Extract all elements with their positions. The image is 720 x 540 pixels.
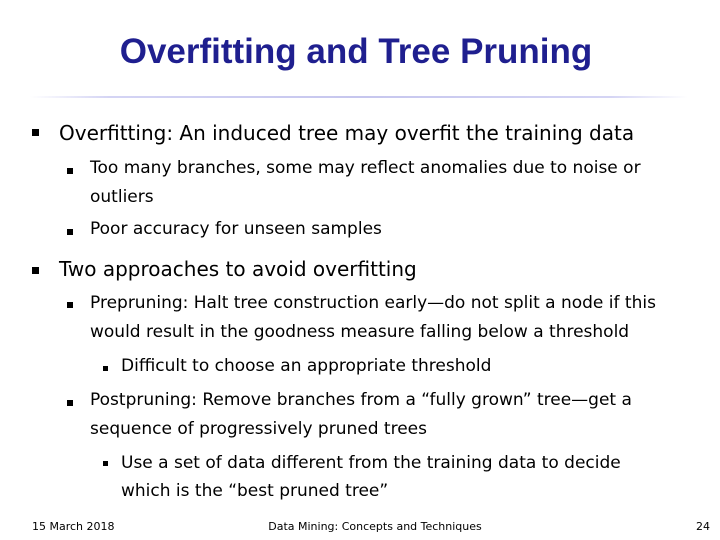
bullet-prepruning: Prepruning: Halt tree construction early—do not split a node if this would result in the goodness measure falling below a threshold: [90, 293, 656, 342]
bullet-poor-accuracy: Poor accuracy for unseen samples: [90, 219, 382, 239]
square-bullet-icon: [103, 461, 108, 466]
square-bullet-icon: [32, 267, 39, 274]
page-number: 24: [696, 520, 710, 533]
square-bullet-icon: [67, 400, 73, 406]
square-bullet-icon: [103, 366, 108, 371]
bullet-postpruning: Postpruning: Remove branches from a “fully grown” tree—get a sequence of progressively pruned trees: [90, 390, 632, 439]
bullet-use-set-of-data: Use a set of data different from the training data to decide which is the “best pruned tree”: [121, 453, 621, 501]
bullet-overfitting: Overfitting: An induced tree may overfit the training data: [59, 121, 635, 145]
bullet-too-many-branches: Too many branches, some may reflect anomalies due to noise or outliers: [90, 158, 641, 207]
bullet-difficult-threshold: Difficult to choose an appropriate threshold: [121, 356, 492, 376]
slide-title: Overfitting and Tree Pruning: [119, 32, 593, 71]
square-bullet-icon: [67, 229, 73, 235]
square-bullet-icon: [67, 168, 73, 174]
bullet-two-approaches: Two approaches to avoid overfitting: [59, 257, 417, 281]
square-bullet-icon: [67, 302, 73, 308]
square-bullet-icon: [32, 129, 39, 136]
footer-course: Data Mining: Concepts and Techniques: [268, 520, 482, 533]
footer-date: 15 March 2018: [32, 520, 115, 533]
title-divider: [30, 96, 688, 98]
